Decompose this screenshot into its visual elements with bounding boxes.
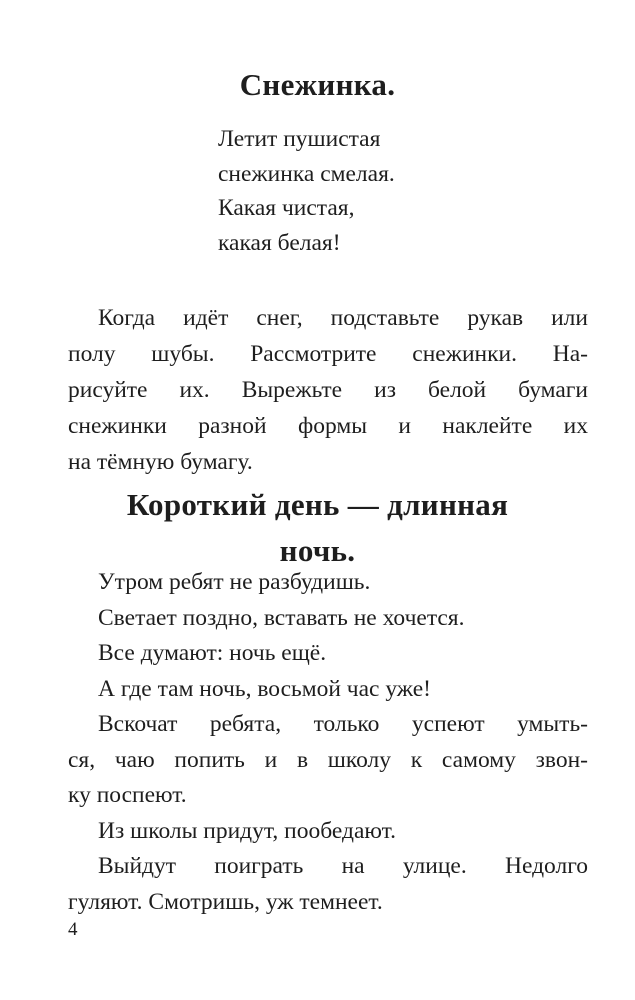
paragraph-line: рисуйте их. Вырежьте из белой бумаги: [68, 377, 588, 403]
section-title-short-day: [0, 482, 635, 574]
poem-line: Летит пушистая: [218, 126, 381, 152]
page-number: 4: [68, 919, 78, 940]
text-line: Из школы придут, пообедают.: [98, 817, 396, 844]
poem-line: какая белая!: [218, 229, 341, 256]
title-line: ночь.: [279, 533, 356, 568]
text-line: Вскочат ребята, только успеют умыть-: [98, 711, 588, 737]
text-line: ку поспеют.: [68, 782, 187, 808]
poem: [218, 122, 395, 260]
text-line: Все думают: ночь ещё.: [98, 640, 327, 666]
paragraph-line: полу шубы. Рассмотрите снежинки. На-: [68, 341, 588, 367]
text-line: Выйдут поиграть на улице. Недолго: [98, 853, 588, 879]
text-line: Утром ребят не разбудишь.: [98, 569, 371, 595]
section-title-snowflake: Снежинка.: [239, 67, 396, 102]
paragraph-line: снежинки разной формы и наклейте их: [68, 413, 588, 439]
paragraph-line: на тёмную бумагу.: [68, 449, 253, 475]
text-line: Светает поздно, вставать не хочется.: [98, 604, 465, 631]
title-line: Короткий день — длинная: [126, 487, 509, 522]
text-line: А где там ночь, восьмой час уже!: [98, 675, 431, 702]
text-line: гуляют. Смотришь, уж темнеет.: [68, 888, 383, 915]
text-line: ся, чаю попить и в школу к самому звон-: [68, 746, 588, 773]
snowflake-activity-paragraph: [68, 300, 588, 480]
short-day-text: [68, 565, 588, 920]
paragraph-line: Когда идёт снег, подставьте рукав или: [98, 305, 588, 331]
poem-line: снежинка смелая.: [218, 160, 395, 187]
poem-line: Какая чистая,: [218, 195, 355, 221]
